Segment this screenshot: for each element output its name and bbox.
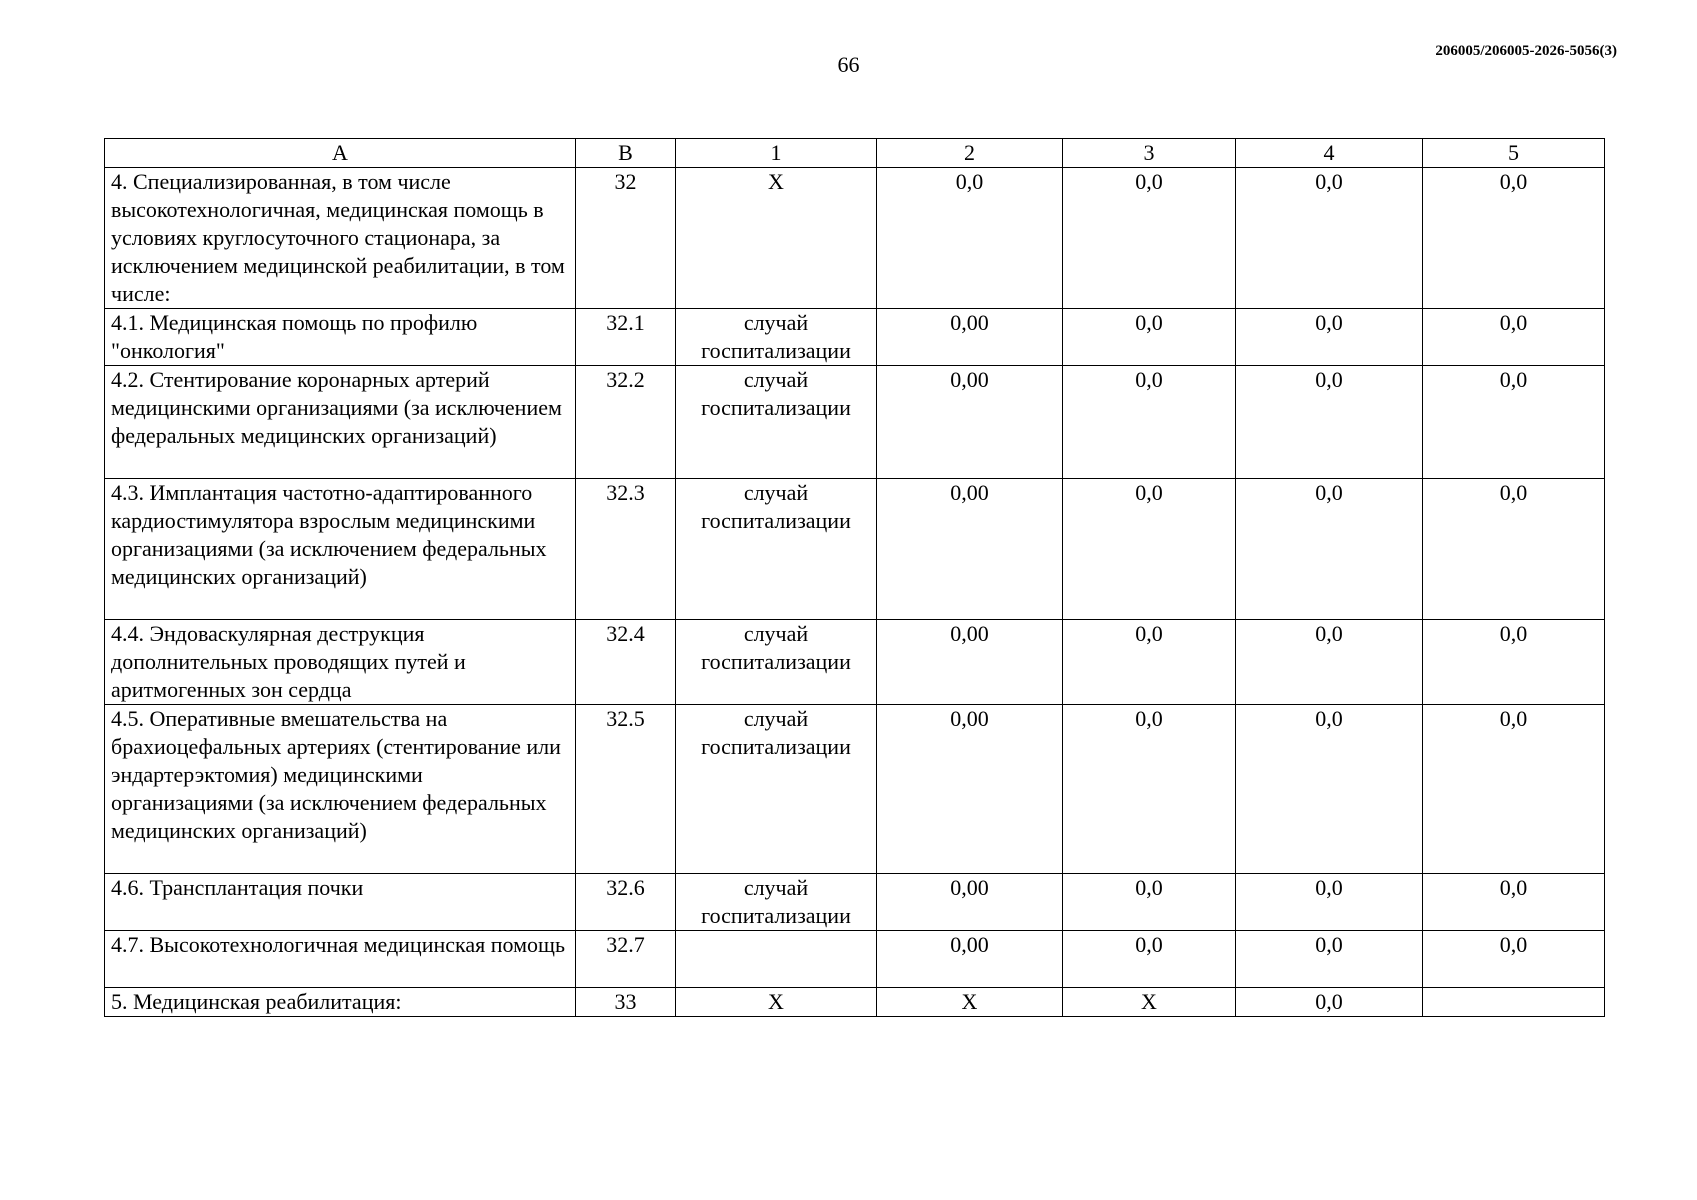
row-name: 4.1. Медицинская помощь по профилю "онкология" xyxy=(105,309,576,366)
row-unit: случай госпитализации xyxy=(676,366,877,479)
row-value-4: 0,0 xyxy=(1236,366,1423,479)
row-code: 32.2 xyxy=(576,366,676,479)
row-name: 4.2. Стентирование коронарных артерий медицинскими организациями (за исключением федеральных медицинских организаций) xyxy=(105,366,576,479)
row-value-3: 0,0 xyxy=(1063,366,1236,479)
row-value-5: 0,0 xyxy=(1423,309,1605,366)
table-row xyxy=(105,931,1605,988)
row-name: 4.7. Высокотехнологичная медицинская помощь xyxy=(105,931,576,988)
column-header: В xyxy=(576,139,676,168)
row-unit: случай госпитализации xyxy=(676,479,877,620)
row-value-4: 0,0 xyxy=(1236,620,1423,705)
column-header: 4 xyxy=(1236,139,1423,168)
row-code: 32 xyxy=(576,168,676,309)
column-header: 5 xyxy=(1423,139,1605,168)
row-value-5 xyxy=(1423,988,1605,1017)
table-header-row xyxy=(105,139,1605,168)
row-value-3: 0,0 xyxy=(1063,874,1236,931)
row-value-3: 0,0 xyxy=(1063,479,1236,620)
row-value-2: 0,00 xyxy=(877,874,1063,931)
row-value-2: 0,00 xyxy=(877,931,1063,988)
row-value-4: 0,0 xyxy=(1236,479,1423,620)
page-number: 66 xyxy=(837,52,860,77)
row-code: 32.6 xyxy=(576,874,676,931)
row-value-2: 0,00 xyxy=(877,366,1063,479)
row-unit xyxy=(676,931,877,988)
row-value-4: 0,0 xyxy=(1236,988,1423,1017)
table-row xyxy=(105,168,1605,309)
table-row xyxy=(105,366,1605,479)
table-row xyxy=(105,309,1605,366)
row-value-3: 0,0 xyxy=(1063,309,1236,366)
row-value-5: 0,0 xyxy=(1423,931,1605,988)
row-value-3: 0,0 xyxy=(1063,705,1236,874)
row-value-4: 0,0 xyxy=(1236,931,1423,988)
row-value-4: 0,0 xyxy=(1236,705,1423,874)
row-code: 32.1 xyxy=(576,309,676,366)
row-value-5: 0,0 xyxy=(1423,620,1605,705)
column-header: 1 xyxy=(676,139,877,168)
row-value-4: 0,0 xyxy=(1236,874,1423,931)
row-value-2: 0,00 xyxy=(877,620,1063,705)
table-row xyxy=(105,705,1605,874)
row-code: 32.7 xyxy=(576,931,676,988)
row-value-2: 0,00 xyxy=(877,479,1063,620)
row-value-2: 0,0 xyxy=(877,168,1063,309)
row-name: 4.6. Трансплантация почки xyxy=(105,874,576,931)
table-row xyxy=(105,479,1605,620)
row-value-4: 0,0 xyxy=(1236,309,1423,366)
row-name: 4.3. Имплантация частотно-адаптированного кардиостимулятора взрослым медицинскими организациями (за исключением федеральных медицинских организаций) xyxy=(105,479,576,620)
row-name: 4.4. Эндоваскулярная деструкция дополнительных проводящих путей и аритмогенных зон сердца xyxy=(105,620,576,705)
row-code: 32.4 xyxy=(576,620,676,705)
row-unit: Х xyxy=(676,168,877,309)
row-value-3: 0,0 xyxy=(1063,168,1236,309)
row-unit: случай госпитализации xyxy=(676,620,877,705)
row-value-5: 0,0 xyxy=(1423,705,1605,874)
row-name: 5. Медицинская реабилитация: xyxy=(105,988,576,1017)
row-value-2: Х xyxy=(877,988,1063,1017)
data-table xyxy=(104,138,1605,1017)
row-code: 33 xyxy=(576,988,676,1017)
row-value-2: 0,00 xyxy=(877,705,1063,874)
table-row xyxy=(105,988,1605,1017)
row-value-4: 0,0 xyxy=(1236,168,1423,309)
row-unit: случай госпитализации xyxy=(676,874,877,931)
row-code: 32.3 xyxy=(576,479,676,620)
table-row xyxy=(105,620,1605,705)
row-unit: Х xyxy=(676,988,877,1017)
row-value-5: 0,0 xyxy=(1423,874,1605,931)
column-header: А xyxy=(105,139,576,168)
document-id: 206005/206005-2026-5056(3) xyxy=(1435,43,1617,59)
row-code: 32.5 xyxy=(576,705,676,874)
row-value-3: 0,0 xyxy=(1063,931,1236,988)
row-unit: случай госпитализации xyxy=(676,705,877,874)
row-value-3: Х xyxy=(1063,988,1236,1017)
table-row xyxy=(105,874,1605,931)
column-header: 3 xyxy=(1063,139,1236,168)
row-name: 4. Специализированная, в том числе высокотехнологичная, медицинская помощь в условиях круглосуточного стационара, за исключением медицинской реабилитации, в том числе: xyxy=(105,168,576,309)
row-unit: случай госпитализации xyxy=(676,309,877,366)
row-name: 4.5. Оперативные вмешательства на брахиоцефальных артериях (стентирование или эндартерэктомия) медицинскими организациями (за исключением федеральных медицинских организаций) xyxy=(105,705,576,874)
row-value-3: 0,0 xyxy=(1063,620,1236,705)
row-value-5: 0,0 xyxy=(1423,479,1605,620)
column-header: 2 xyxy=(877,139,1063,168)
row-value-2: 0,00 xyxy=(877,309,1063,366)
row-value-5: 0,0 xyxy=(1423,168,1605,309)
row-value-5: 0,0 xyxy=(1423,366,1605,479)
